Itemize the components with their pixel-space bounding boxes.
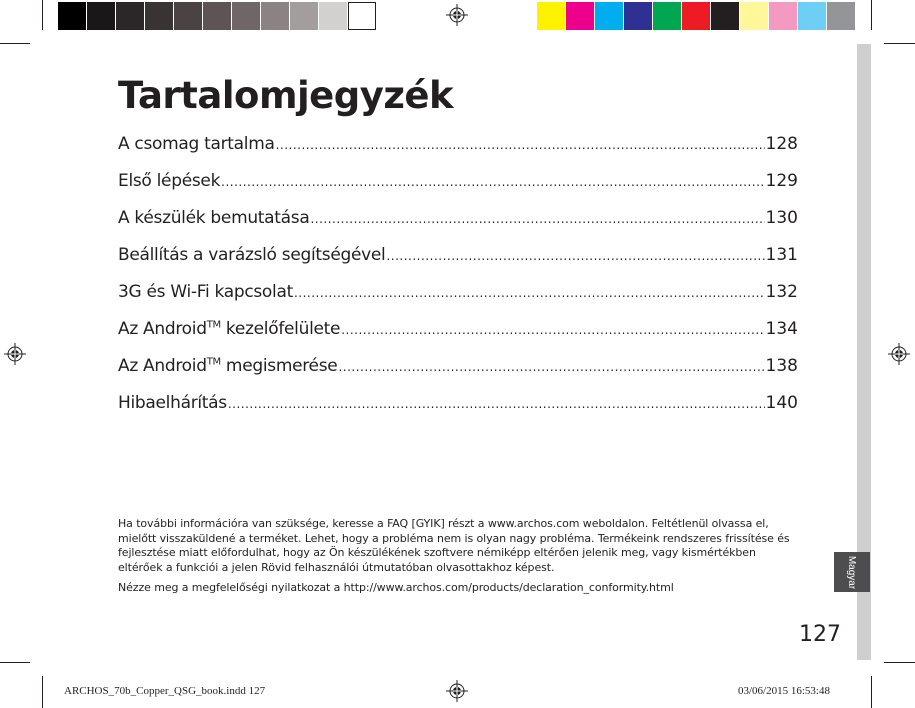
grayscale-swatch bbox=[203, 2, 231, 30]
toc-entry-label: Hibaelhárítás bbox=[118, 393, 227, 413]
trademark-sup: TM bbox=[206, 319, 221, 331]
toc-entry-label: Első lépések bbox=[118, 171, 221, 191]
toc-leader-dots bbox=[341, 323, 764, 337]
process-color-swatch bbox=[624, 2, 652, 30]
toc-entry[interactable] bbox=[118, 282, 798, 319]
toc-entry[interactable] bbox=[118, 134, 798, 171]
toc-entry[interactable] bbox=[118, 393, 798, 430]
process-color-swatch bbox=[682, 2, 710, 30]
toc-leader-dots bbox=[310, 212, 764, 226]
grayscale-swatch bbox=[174, 2, 202, 30]
toc-entry[interactable] bbox=[118, 356, 798, 393]
registration-mark-icon bbox=[888, 343, 910, 365]
trademark-sup: TM bbox=[206, 356, 221, 368]
toc-entry[interactable] bbox=[118, 319, 798, 356]
toc-entry[interactable] bbox=[118, 245, 798, 282]
toc-entry[interactable] bbox=[118, 208, 798, 245]
grayscale-swatch bbox=[87, 2, 115, 30]
toc-entry-page: 128 bbox=[765, 134, 798, 154]
toc-entry-label: A készülék bemutatása bbox=[118, 208, 310, 228]
process-color-swatch bbox=[711, 2, 739, 30]
crop-mark bbox=[42, 0, 43, 30]
toc-entry-page: 138 bbox=[765, 356, 798, 376]
toc-leader-dots bbox=[294, 286, 765, 300]
toc-entry-page: 130 bbox=[765, 208, 798, 228]
grayscale-swatch bbox=[290, 2, 318, 30]
registration-mark-icon bbox=[4, 343, 26, 365]
grayscale-swatch bbox=[348, 2, 376, 30]
process-color-swatch bbox=[566, 2, 594, 30]
process-color-swatch bbox=[740, 2, 768, 30]
grayscale-swatch bbox=[319, 2, 347, 30]
toc-entry-page: 134 bbox=[765, 319, 798, 339]
process-color-swatch bbox=[798, 2, 826, 30]
grayscale-swatch bbox=[232, 2, 260, 30]
declaration-paragraph: Nézze meg a megfelelőségi nyilatkozat a http://www.archos.com/products/declaration_conformity.html bbox=[118, 581, 674, 594]
grayscale-swatch bbox=[145, 2, 173, 30]
crop-mark bbox=[884, 662, 915, 663]
toc-leader-dots bbox=[221, 175, 764, 189]
crop-mark bbox=[884, 43, 915, 44]
registration-mark-icon bbox=[446, 680, 468, 702]
grayscale-swatch bbox=[58, 2, 86, 30]
toc-label-suffix: kezelőfelülete bbox=[220, 319, 341, 339]
process-color-swatch bbox=[769, 2, 797, 30]
slug-datetime: 03/06/2015 16:53:48 bbox=[738, 685, 830, 697]
language-tab-label: Magyar bbox=[846, 555, 858, 589]
toc-entry-page: 131 bbox=[765, 245, 798, 265]
crop-mark bbox=[0, 43, 30, 44]
grayscale-swatch bbox=[261, 2, 289, 30]
toc-entry-label bbox=[118, 319, 340, 339]
toc-leader-dots bbox=[338, 360, 764, 374]
info-paragraph: Ha további információra van szüksége, keresse a FAQ [GYIK] részt a www.archos.com weboldalon. Feltétlenül olvassa el, mielőtt visszaküldené a terméket. Lehet, hogy a probléma nem is olyan nagy probléma. Termékeink rendszeres frissítése és fejlesztése miatt előfordulhat, hogy az Ön készülékének szoftvere némiképp eltérően jelenik meg, vagy kismértékben eltérőek a funkciói a jelen Rövid felhasználói útmutatóban olvasottakhoz képest. bbox=[118, 517, 790, 574]
crop-mark bbox=[42, 676, 43, 708]
slug-file-info: ARCHOS_70b_Copper_QSG_book.indd 127 bbox=[64, 685, 266, 697]
toc-entry-label: Beállítás a varázsló segítségével bbox=[118, 245, 386, 265]
process-color-swatch bbox=[827, 2, 855, 30]
process-color-swatch bbox=[653, 2, 681, 30]
toc-leader-dots bbox=[276, 138, 765, 152]
toc-entry-page: 140 bbox=[765, 393, 798, 413]
toc-label-prefix: Az Android bbox=[118, 319, 207, 339]
registration-mark-icon bbox=[446, 4, 468, 26]
toc-leader-dots bbox=[228, 397, 765, 411]
process-color-swatch bbox=[537, 2, 565, 30]
toc-entry-label bbox=[118, 356, 337, 376]
toc-entry-page: 129 bbox=[765, 171, 798, 191]
toc-entry[interactable] bbox=[118, 171, 798, 208]
toc-entry-label: A csomag tartalma bbox=[118, 134, 275, 154]
grayscale-swatch bbox=[116, 2, 144, 30]
toc-entry-page: 132 bbox=[765, 282, 798, 302]
crop-mark bbox=[0, 662, 30, 663]
crop-mark bbox=[871, 676, 872, 708]
page-number: 127 bbox=[799, 622, 841, 647]
toc-leader-dots bbox=[386, 249, 764, 263]
toc-entry-label: 3G és Wi-Fi kapcsolat bbox=[118, 282, 293, 302]
process-color-swatch bbox=[595, 2, 623, 30]
crop-mark bbox=[871, 0, 872, 30]
page-title: Tartalomjegyzék bbox=[118, 74, 454, 117]
language-tab bbox=[834, 552, 870, 592]
table-of-contents bbox=[118, 134, 798, 430]
toc-label-prefix: Az Android bbox=[118, 356, 207, 376]
toc-label-suffix: megismerése bbox=[220, 356, 338, 376]
